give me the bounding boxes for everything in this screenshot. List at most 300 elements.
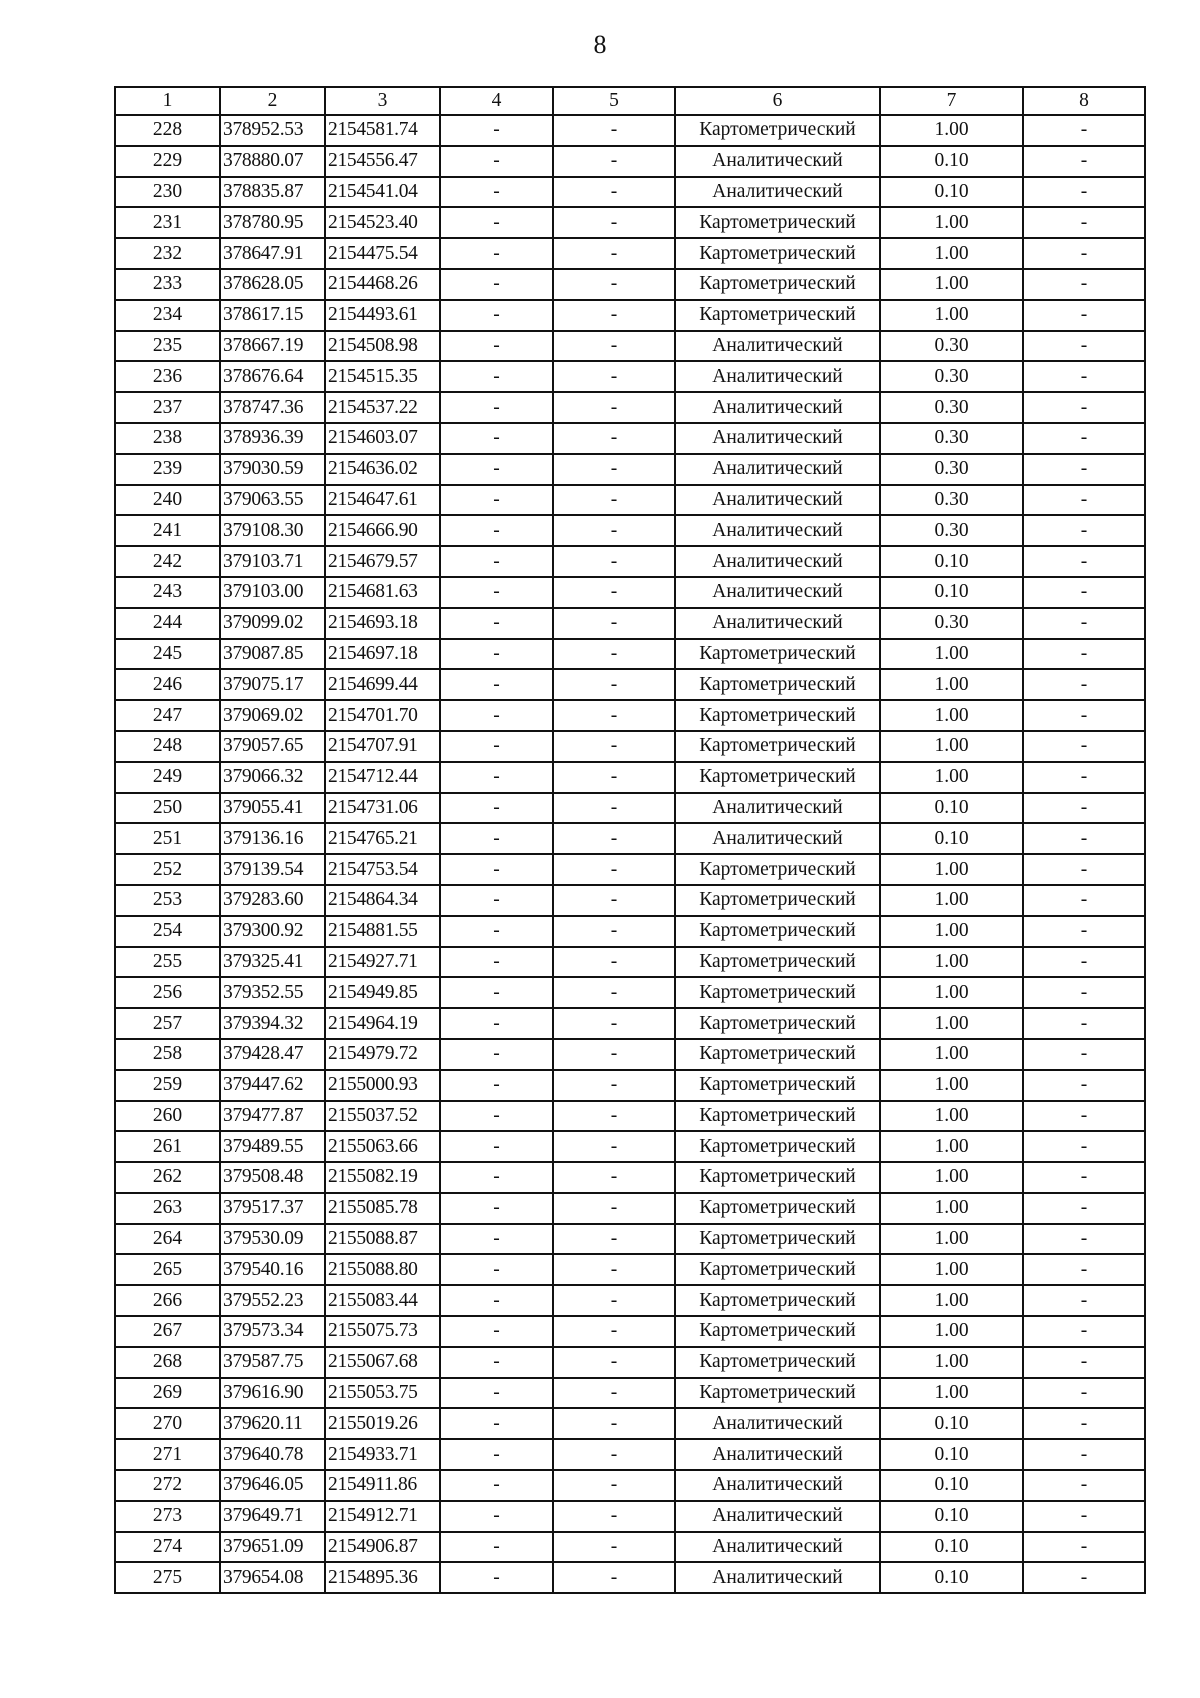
col-8-cell: - (1023, 269, 1145, 300)
col-8-cell: - (1023, 238, 1145, 269)
col-8-cell: - (1023, 1101, 1145, 1132)
accuracy-cell: 0.30 (880, 392, 1023, 423)
accuracy-cell: 1.00 (880, 762, 1023, 793)
col-8-cell: - (1023, 1501, 1145, 1532)
accuracy-cell: 1.00 (880, 854, 1023, 885)
col-5-cell: - (553, 793, 675, 824)
coord-y-cell: 2154712.44 (325, 762, 440, 793)
coord-y-cell: 2154515.35 (325, 361, 440, 392)
col-5-cell: - (553, 1101, 675, 1132)
table-row (115, 1439, 1145, 1470)
table-row (115, 1562, 1145, 1593)
point-number-cell: 233 (115, 269, 220, 300)
method-cell: Картометрический (675, 1285, 880, 1316)
coord-y-cell: 2155085.78 (325, 1193, 440, 1224)
point-number-cell: 262 (115, 1162, 220, 1193)
accuracy-cell: 0.10 (880, 1470, 1023, 1501)
coord-x-cell: 379055.41 (220, 793, 325, 824)
coord-y-cell: 2154979.72 (325, 1039, 440, 1070)
col-5-cell: - (553, 577, 675, 608)
page-number: 8 (593, 30, 607, 59)
coord-y-cell: 2154636.02 (325, 454, 440, 485)
method-cell: Аналитический (675, 1470, 880, 1501)
col-8-cell: - (1023, 793, 1145, 824)
coord-y-cell: 2154964.19 (325, 1008, 440, 1039)
point-number-cell: 245 (115, 639, 220, 670)
col-4-cell: - (440, 669, 553, 700)
coord-y-cell: 2155019.26 (325, 1408, 440, 1439)
coord-y-cell: 2155053.75 (325, 1378, 440, 1409)
accuracy-cell: 1.00 (880, 300, 1023, 331)
point-number-cell: 256 (115, 977, 220, 1008)
table-row (115, 1470, 1145, 1501)
point-number-cell: 252 (115, 854, 220, 885)
coord-y-cell: 2154603.07 (325, 423, 440, 454)
col-5-cell: - (553, 1408, 675, 1439)
table-row (115, 392, 1145, 423)
coord-x-cell: 379649.71 (220, 1501, 325, 1532)
coord-y-cell: 2155000.93 (325, 1070, 440, 1101)
accuracy-cell: 0.30 (880, 423, 1023, 454)
table-row (115, 1501, 1145, 1532)
table-row (115, 423, 1145, 454)
coord-y-cell: 2154949.85 (325, 977, 440, 1008)
accuracy-cell: 0.30 (880, 485, 1023, 516)
point-number-cell: 264 (115, 1224, 220, 1255)
point-number-cell: 244 (115, 608, 220, 639)
accuracy-cell: 1.00 (880, 1131, 1023, 1162)
point-number-cell: 257 (115, 1008, 220, 1039)
col-8-cell: - (1023, 947, 1145, 978)
column-header: 3 (325, 87, 440, 115)
col-4-cell: - (440, 1285, 553, 1316)
coord-y-cell: 2154911.86 (325, 1470, 440, 1501)
point-number-cell: 229 (115, 146, 220, 177)
accuracy-cell: 1.00 (880, 916, 1023, 947)
method-cell: Картометрический (675, 854, 880, 885)
col-4-cell: - (440, 361, 553, 392)
point-number-cell: 247 (115, 700, 220, 731)
table-row (115, 1193, 1145, 1224)
col-4-cell: - (440, 639, 553, 670)
col-8-cell: - (1023, 331, 1145, 362)
point-number-cell: 231 (115, 207, 220, 238)
coord-x-cell: 379300.92 (220, 916, 325, 947)
table-row (115, 823, 1145, 854)
point-number-cell: 243 (115, 577, 220, 608)
table-header (115, 87, 1145, 115)
table-row (115, 454, 1145, 485)
method-cell: Аналитический (675, 146, 880, 177)
col-5-cell: - (553, 392, 675, 423)
point-number-cell: 235 (115, 331, 220, 362)
method-cell: Картометрический (675, 885, 880, 916)
coord-y-cell: 2154681.63 (325, 577, 440, 608)
col-8-cell: - (1023, 1039, 1145, 1070)
col-8-cell: - (1023, 207, 1145, 238)
coord-y-cell: 2155067.68 (325, 1347, 440, 1378)
col-8-cell: - (1023, 546, 1145, 577)
table-row (115, 916, 1145, 947)
col-5-cell: - (553, 1439, 675, 1470)
table-row (115, 1316, 1145, 1347)
accuracy-cell: 0.10 (880, 177, 1023, 208)
coord-y-cell: 2154493.61 (325, 300, 440, 331)
col-4-cell: - (440, 1316, 553, 1347)
coord-x-cell: 379517.37 (220, 1193, 325, 1224)
method-cell: Аналитический (675, 1532, 880, 1563)
accuracy-cell: 1.00 (880, 731, 1023, 762)
accuracy-cell: 0.10 (880, 1532, 1023, 1563)
point-number-cell: 236 (115, 361, 220, 392)
coord-x-cell: 379508.48 (220, 1162, 325, 1193)
coord-y-cell: 2154556.47 (325, 146, 440, 177)
point-number-cell: 230 (115, 177, 220, 208)
table-row (115, 1070, 1145, 1101)
col-8-cell: - (1023, 885, 1145, 916)
col-5-cell: - (553, 639, 675, 670)
accuracy-cell: 0.10 (880, 146, 1023, 177)
table-row (115, 577, 1145, 608)
col-5-cell: - (553, 423, 675, 454)
accuracy-cell: 0.10 (880, 1562, 1023, 1593)
table-row (115, 947, 1145, 978)
point-number-cell: 251 (115, 823, 220, 854)
col-4-cell: - (440, 423, 553, 454)
col-5-cell: - (553, 146, 675, 177)
coord-x-cell: 379646.05 (220, 1470, 325, 1501)
col-8-cell: - (1023, 916, 1145, 947)
col-4-cell: - (440, 1254, 553, 1285)
col-8-cell: - (1023, 731, 1145, 762)
method-cell: Аналитический (675, 608, 880, 639)
col-4-cell: - (440, 854, 553, 885)
col-5-cell: - (553, 1008, 675, 1039)
coord-x-cell: 379640.78 (220, 1439, 325, 1470)
col-4-cell: - (440, 146, 553, 177)
table-row (115, 854, 1145, 885)
table-row (115, 515, 1145, 546)
col-4-cell: - (440, 238, 553, 269)
column-header: 6 (675, 87, 880, 115)
point-number-cell: 246 (115, 669, 220, 700)
col-4-cell: - (440, 1224, 553, 1255)
coord-y-cell: 2154707.91 (325, 731, 440, 762)
point-number-cell: 268 (115, 1347, 220, 1378)
method-cell: Картометрический (675, 238, 880, 269)
col-8-cell: - (1023, 1193, 1145, 1224)
method-cell: Картометрический (675, 700, 880, 731)
col-4-cell: - (440, 1008, 553, 1039)
coord-y-cell: 2154666.90 (325, 515, 440, 546)
col-4-cell: - (440, 546, 553, 577)
col-8-cell: - (1023, 700, 1145, 731)
point-number-cell: 241 (115, 515, 220, 546)
coord-x-cell: 378747.36 (220, 392, 325, 423)
table-row (115, 1254, 1145, 1285)
accuracy-cell: 0.10 (880, 1408, 1023, 1439)
col-5-cell: - (553, 1562, 675, 1593)
point-number-cell: 232 (115, 238, 220, 269)
col-8-cell: - (1023, 1378, 1145, 1409)
col-5-cell: - (553, 608, 675, 639)
col-4-cell: - (440, 1039, 553, 1070)
header-row (115, 87, 1145, 115)
point-number-cell: 254 (115, 916, 220, 947)
coord-x-cell: 379283.60 (220, 885, 325, 916)
coord-x-cell: 379651.09 (220, 1532, 325, 1563)
coord-x-cell: 379030.59 (220, 454, 325, 485)
table-row (115, 793, 1145, 824)
accuracy-cell: 1.00 (880, 1285, 1023, 1316)
coord-x-cell: 379477.87 (220, 1101, 325, 1132)
method-cell: Картометрический (675, 947, 880, 978)
accuracy-cell: 1.00 (880, 1193, 1023, 1224)
col-5-cell: - (553, 947, 675, 978)
table-row (115, 546, 1145, 577)
table-row (115, 1347, 1145, 1378)
col-8-cell: - (1023, 300, 1145, 331)
coord-x-cell: 378667.19 (220, 331, 325, 362)
accuracy-cell: 1.00 (880, 1224, 1023, 1255)
col-5-cell: - (553, 1193, 675, 1224)
column-header: 7 (880, 87, 1023, 115)
coord-y-cell: 2154927.71 (325, 947, 440, 978)
col-8-cell: - (1023, 1285, 1145, 1316)
col-4-cell: - (440, 916, 553, 947)
col-5-cell: - (553, 916, 675, 947)
col-5-cell: - (553, 762, 675, 793)
col-4-cell: - (440, 1532, 553, 1563)
point-number-cell: 228 (115, 115, 220, 146)
method-cell: Картометрический (675, 731, 880, 762)
table-row (115, 269, 1145, 300)
table-row (115, 1532, 1145, 1563)
col-8-cell: - (1023, 1532, 1145, 1563)
method-cell: Картометрический (675, 1101, 880, 1132)
accuracy-cell: 1.00 (880, 238, 1023, 269)
column-header: 8 (1023, 87, 1145, 115)
col-4-cell: - (440, 1070, 553, 1101)
coord-y-cell: 2154679.57 (325, 546, 440, 577)
col-5-cell: - (553, 1285, 675, 1316)
table-row (115, 300, 1145, 331)
col-4-cell: - (440, 269, 553, 300)
method-cell: Аналитический (675, 793, 880, 824)
accuracy-cell: 1.00 (880, 1039, 1023, 1070)
accuracy-cell: 1.00 (880, 1070, 1023, 1101)
table-row (115, 238, 1145, 269)
col-4-cell: - (440, 731, 553, 762)
coord-x-cell: 379587.75 (220, 1347, 325, 1378)
coord-y-cell: 2154731.06 (325, 793, 440, 824)
col-4-cell: - (440, 1439, 553, 1470)
coord-x-cell: 379103.71 (220, 546, 325, 577)
coord-y-cell: 2154537.22 (325, 392, 440, 423)
method-cell: Аналитический (675, 454, 880, 485)
col-8-cell: - (1023, 1131, 1145, 1162)
col-8-cell: - (1023, 515, 1145, 546)
method-cell: Аналитический (675, 1501, 880, 1532)
accuracy-cell: 1.00 (880, 639, 1023, 670)
point-number-cell: 249 (115, 762, 220, 793)
accuracy-cell: 0.10 (880, 793, 1023, 824)
accuracy-cell: 1.00 (880, 1008, 1023, 1039)
accuracy-cell: 0.30 (880, 515, 1023, 546)
coord-x-cell: 378676.64 (220, 361, 325, 392)
col-4-cell: - (440, 1131, 553, 1162)
col-8-cell: - (1023, 1316, 1145, 1347)
method-cell: Картометрический (675, 977, 880, 1008)
table-row (115, 485, 1145, 516)
col-8-cell: - (1023, 1470, 1145, 1501)
col-8-cell: - (1023, 669, 1145, 700)
coord-y-cell: 2154697.18 (325, 639, 440, 670)
coord-x-cell: 379103.00 (220, 577, 325, 608)
col-8-cell: - (1023, 639, 1145, 670)
coord-x-cell: 378628.05 (220, 269, 325, 300)
table-row (115, 1039, 1145, 1070)
method-cell: Картометрический (675, 639, 880, 670)
point-number-cell: 255 (115, 947, 220, 978)
col-4-cell: - (440, 700, 553, 731)
col-4-cell: - (440, 115, 553, 146)
col-4-cell: - (440, 331, 553, 362)
col-5-cell: - (553, 1224, 675, 1255)
table-row (115, 1285, 1145, 1316)
coord-x-cell: 378952.53 (220, 115, 325, 146)
col-5-cell: - (553, 238, 675, 269)
col-8-cell: - (1023, 854, 1145, 885)
col-4-cell: - (440, 454, 553, 485)
accuracy-cell: 0.10 (880, 1439, 1023, 1470)
coord-x-cell: 379620.11 (220, 1408, 325, 1439)
col-4-cell: - (440, 1101, 553, 1132)
point-number-cell: 237 (115, 392, 220, 423)
method-cell: Картометрический (675, 1224, 880, 1255)
accuracy-cell: 1.00 (880, 885, 1023, 916)
col-5-cell: - (553, 1501, 675, 1532)
accuracy-cell: 1.00 (880, 700, 1023, 731)
accuracy-cell: 1.00 (880, 947, 1023, 978)
coord-x-cell: 379063.55 (220, 485, 325, 516)
col-5-cell: - (553, 885, 675, 916)
col-4-cell: - (440, 515, 553, 546)
col-5-cell: - (553, 731, 675, 762)
coord-y-cell: 2155063.66 (325, 1131, 440, 1162)
col-8-cell: - (1023, 608, 1145, 639)
method-cell: Картометрический (675, 1316, 880, 1347)
coord-y-cell: 2154912.71 (325, 1501, 440, 1532)
coord-y-cell: 2154647.61 (325, 485, 440, 516)
col-4-cell: - (440, 1408, 553, 1439)
coord-x-cell: 379654.08 (220, 1562, 325, 1593)
col-4-cell: - (440, 577, 553, 608)
point-number-cell: 274 (115, 1532, 220, 1563)
column-header: 2 (220, 87, 325, 115)
point-number-cell: 261 (115, 1131, 220, 1162)
method-cell: Картометрический (675, 762, 880, 793)
col-5-cell: - (553, 1070, 675, 1101)
point-number-cell: 234 (115, 300, 220, 331)
point-number-cell: 258 (115, 1039, 220, 1070)
col-4-cell: - (440, 1562, 553, 1593)
col-8-cell: - (1023, 485, 1145, 516)
table-row (115, 1131, 1145, 1162)
method-cell: Картометрический (675, 1378, 880, 1409)
accuracy-cell: 1.00 (880, 1378, 1023, 1409)
coord-y-cell: 2154523.40 (325, 207, 440, 238)
col-8-cell: - (1023, 177, 1145, 208)
coord-x-cell: 379540.16 (220, 1254, 325, 1285)
coord-x-cell: 379616.90 (220, 1378, 325, 1409)
col-5-cell: - (553, 454, 675, 485)
method-cell: Картометрический (675, 1008, 880, 1039)
col-8-cell: - (1023, 454, 1145, 485)
col-5-cell: - (553, 485, 675, 516)
col-8-cell: - (1023, 577, 1145, 608)
coord-y-cell: 2154701.70 (325, 700, 440, 731)
accuracy-cell: 0.30 (880, 608, 1023, 639)
col-4-cell: - (440, 762, 553, 793)
coord-x-cell: 379108.30 (220, 515, 325, 546)
coord-y-cell: 2154881.55 (325, 916, 440, 947)
coord-y-cell: 2154753.54 (325, 854, 440, 885)
col-8-cell: - (1023, 1439, 1145, 1470)
accuracy-cell: 0.10 (880, 546, 1023, 577)
point-number-cell: 259 (115, 1070, 220, 1101)
table-row (115, 1101, 1145, 1132)
coord-x-cell: 379530.09 (220, 1224, 325, 1255)
col-8-cell: - (1023, 1254, 1145, 1285)
accuracy-cell: 1.00 (880, 1162, 1023, 1193)
coord-x-cell: 379573.34 (220, 1316, 325, 1347)
method-cell: Аналитический (675, 823, 880, 854)
method-cell: Картометрический (675, 1193, 880, 1224)
coord-x-cell: 378936.39 (220, 423, 325, 454)
col-5-cell: - (553, 1532, 675, 1563)
column-header: 4 (440, 87, 553, 115)
point-number-cell: 253 (115, 885, 220, 916)
col-4-cell: - (440, 977, 553, 1008)
accuracy-cell: 1.00 (880, 115, 1023, 146)
col-8-cell: - (1023, 1162, 1145, 1193)
method-cell: Аналитический (675, 1562, 880, 1593)
coord-y-cell: 2155088.80 (325, 1254, 440, 1285)
coord-y-cell: 2155075.73 (325, 1316, 440, 1347)
col-8-cell: - (1023, 1408, 1145, 1439)
method-cell: Картометрический (675, 300, 880, 331)
col-5-cell: - (553, 546, 675, 577)
coord-x-cell: 379325.41 (220, 947, 325, 978)
col-4-cell: - (440, 1378, 553, 1409)
accuracy-cell: 0.30 (880, 361, 1023, 392)
col-5-cell: - (553, 1131, 675, 1162)
point-number-cell: 238 (115, 423, 220, 454)
method-cell: Аналитический (675, 361, 880, 392)
coord-y-cell: 2154581.74 (325, 115, 440, 146)
coord-x-cell: 379057.65 (220, 731, 325, 762)
col-4-cell: - (440, 1162, 553, 1193)
col-5-cell: - (553, 669, 675, 700)
coord-y-cell: 2154895.36 (325, 1562, 440, 1593)
col-5-cell: - (553, 177, 675, 208)
col-8-cell: - (1023, 762, 1145, 793)
method-cell: Аналитический (675, 423, 880, 454)
col-8-cell: - (1023, 977, 1145, 1008)
table-row (115, 639, 1145, 670)
col-4-cell: - (440, 177, 553, 208)
